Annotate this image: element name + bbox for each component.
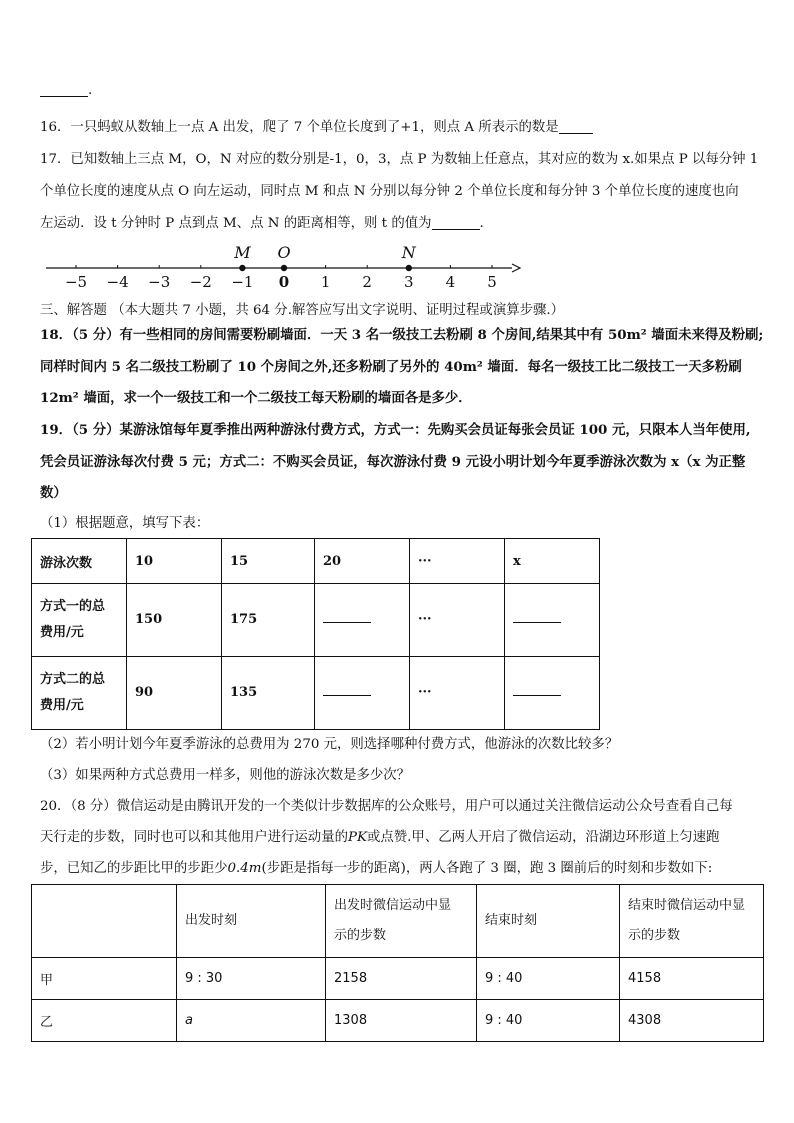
tick-label: 2: [362, 273, 372, 291]
tick-label: −3: [148, 273, 171, 291]
table-row: [32, 657, 600, 730]
table-cell: ···: [410, 657, 505, 730]
table-cell: 9 : 40: [477, 1000, 620, 1042]
table-row: [32, 1000, 764, 1042]
tick-label: 1: [320, 273, 331, 291]
table-cell: [326, 885, 477, 958]
table-header-row: [32, 885, 764, 958]
question-17-line-2: 个单位长度的速度从点 O 向左运动，同时点 M 和点 N 分别以每分钟 2 个单位长度和每分钟 3 个单位长度的速度也向: [40, 184, 739, 199]
table-cell: 9 : 30: [177, 958, 326, 1000]
table-cell: 10: [127, 539, 222, 584]
variable-a: a: [185, 1013, 193, 1028]
table-cell: 出发时刻: [177, 885, 326, 958]
table-row-label: [32, 584, 127, 657]
answer-blank: [559, 121, 593, 134]
answer-blank-line: [40, 84, 92, 97]
question-17-line-3-text: 左运动．设 t 分钟时 P 点到点 M、点 N 的距离相等，则 t 的值为: [40, 216, 432, 231]
question-19-part-3: （3）如果两种方式总费用一样多，则他的游泳次数是多少次？: [40, 768, 411, 783]
point-o: [281, 265, 287, 271]
table-cell-blank: [315, 657, 410, 730]
label-line: 示的步数: [628, 928, 681, 943]
question-17-line-1: 17．已知数轴上三点 M，O，N 对应的数分别是-1，0，3，点 P 为数轴上任意点，其对应的数为 x.如果点 P 以每分钟 1: [40, 152, 759, 167]
table-cell: [620, 885, 764, 958]
answer-blank: [323, 685, 371, 696]
table-cell: 4158: [620, 958, 764, 1000]
section-3-heading: 三、解答题 （本大题共 7 小题，共 64 分.解答应写出文字说明、证明过程或演算步骤.）: [40, 303, 565, 318]
text-segment: 天行走的步数，同时也可以和其他用户进行运动量的: [40, 830, 348, 845]
label-line: 方式一的总: [40, 599, 106, 614]
table-cell: [177, 1000, 326, 1042]
question-20-line-2: [40, 831, 719, 844]
period: .: [88, 83, 93, 98]
table-cell: 甲: [32, 958, 177, 1000]
question-19-line-1: 19．（5 分）某游泳馆每年夏季推出两种游泳付费方式，方式一：先购买会员证每张会员证 100 元，只限本人当年使用,: [40, 422, 751, 438]
answer-blank: [513, 685, 561, 696]
tick-label: 4: [445, 273, 456, 291]
question-18-line-2: 同样时间内 5 名二级技工粉刷了 10 个房间之外,还多粉刷了另外的 40m² 墙面．每名一级技工比二级技工一天多粉刷: [40, 359, 742, 375]
table-cell: [32, 885, 177, 958]
tick-label: −1: [231, 273, 254, 291]
tick-label: −2: [189, 273, 212, 291]
tick-label: 5: [487, 273, 497, 291]
point-label-m: M: [234, 243, 251, 262]
text-segment: (步距是指每一步的距离)，两人各跑了 3 圈，跑 3 圈前后的时刻和步数如下:: [261, 861, 713, 876]
point-label-o: O: [277, 243, 291, 262]
table-cell-blank: [315, 584, 410, 657]
question-19-line-2: 凭会员证游泳每次付费 5 元；方式二：不购买会员证，每次游泳付费 9 元设小明计划今年夏季游泳次数为 x（x 为正整: [40, 454, 746, 470]
table-row: [32, 584, 600, 657]
wechat-steps-table: [31, 884, 764, 1042]
tick-label: 3: [404, 273, 414, 291]
question-19-line-3: 数）: [40, 485, 67, 501]
table-cell: 135: [222, 657, 315, 730]
table-cell: ···: [410, 584, 505, 657]
table-cell: 4308: [620, 1000, 764, 1042]
tick-label: −5: [64, 273, 88, 291]
question-19-part-2: （2）若小明计划今年夏季游泳的总费用为 270 元，则选择哪种付费方式，他游泳的次数比较多？: [40, 737, 619, 752]
table-cell: 乙: [32, 1000, 177, 1042]
answer-blank: [432, 217, 480, 230]
table-cell: 9 : 40: [477, 958, 620, 1000]
table-cell: 游泳次数: [32, 539, 127, 584]
label-line: 费用/元: [40, 625, 84, 640]
tick-label: −4: [106, 273, 129, 291]
table-cell: x: [505, 539, 600, 584]
answer-blank: [40, 84, 88, 97]
question-20-line-3: [40, 862, 712, 875]
table-cell: 结束时刻: [477, 885, 620, 958]
table-row: [32, 539, 600, 584]
question-17-line-3: [40, 217, 484, 230]
table-cell-blank: [505, 657, 600, 730]
swim-cost-table: [31, 538, 600, 730]
question-18-line-3: 12m² 墙面，求一个一级技工和一个二级技工每天粉刷的墙面各是多少．: [40, 390, 472, 406]
table-cell: 20: [315, 539, 410, 584]
answer-blank: [513, 612, 561, 623]
tick-label: 0: [278, 273, 290, 291]
number-line: [40, 240, 530, 295]
question-18-line-1: 18．（5 分）有一些相同的房间需要粉刷墙面．一天 3 名一级技工去粉刷 8 个房间,结果其中有 50m² 墙面未来得及粉刷;: [40, 327, 764, 343]
point-label-n: N: [401, 243, 416, 262]
axis-arrow: [512, 264, 520, 272]
label-line: 结束时微信运动中显: [628, 898, 746, 913]
table-cell-blank: [505, 584, 600, 657]
text-segment: 或点赞.甲、乙两人开启了微信运动，沿湖边环形道上匀速跑: [367, 830, 720, 845]
table-cell: 150: [127, 584, 222, 657]
table-cell: 90: [127, 657, 222, 730]
question-16: [40, 121, 593, 134]
question-16-text: 16．一只蚂蚁从数轴上一点 A 出发，爬了 7 个单位长度到了+1，则点 A 所表示的数是: [40, 120, 559, 135]
table-cell: 1308: [326, 1000, 477, 1042]
table-row-label: [32, 657, 127, 730]
question-19-part-1: （1）根据题意，填写下表：: [40, 516, 210, 531]
answer-blank: [323, 612, 371, 623]
label-line: 费用/元: [40, 698, 84, 713]
label-line: 出发时微信运动中显: [334, 898, 452, 913]
table-row: [32, 958, 764, 1000]
text-segment: 步，已知乙的步距比甲的步距少: [40, 861, 228, 876]
pk-term: PK: [347, 830, 367, 845]
table-cell: 2158: [326, 958, 477, 1000]
label-line: 方式二的总: [40, 672, 106, 687]
label-line: 示的步数: [334, 928, 387, 943]
table-cell: 15: [222, 539, 315, 584]
point-m: [239, 265, 245, 271]
stride-difference: 0.4m: [227, 861, 262, 876]
table-cell: ···: [410, 539, 505, 584]
table-cell: 175: [222, 584, 315, 657]
question-20-line-1: 20．（8 分）微信运动是由腾讯开发的一个类似计步数据库的公众账号，用户可以通过关注微信运动公众号查看自己每: [40, 799, 733, 814]
point-n: [406, 265, 412, 271]
period: .: [479, 216, 484, 231]
